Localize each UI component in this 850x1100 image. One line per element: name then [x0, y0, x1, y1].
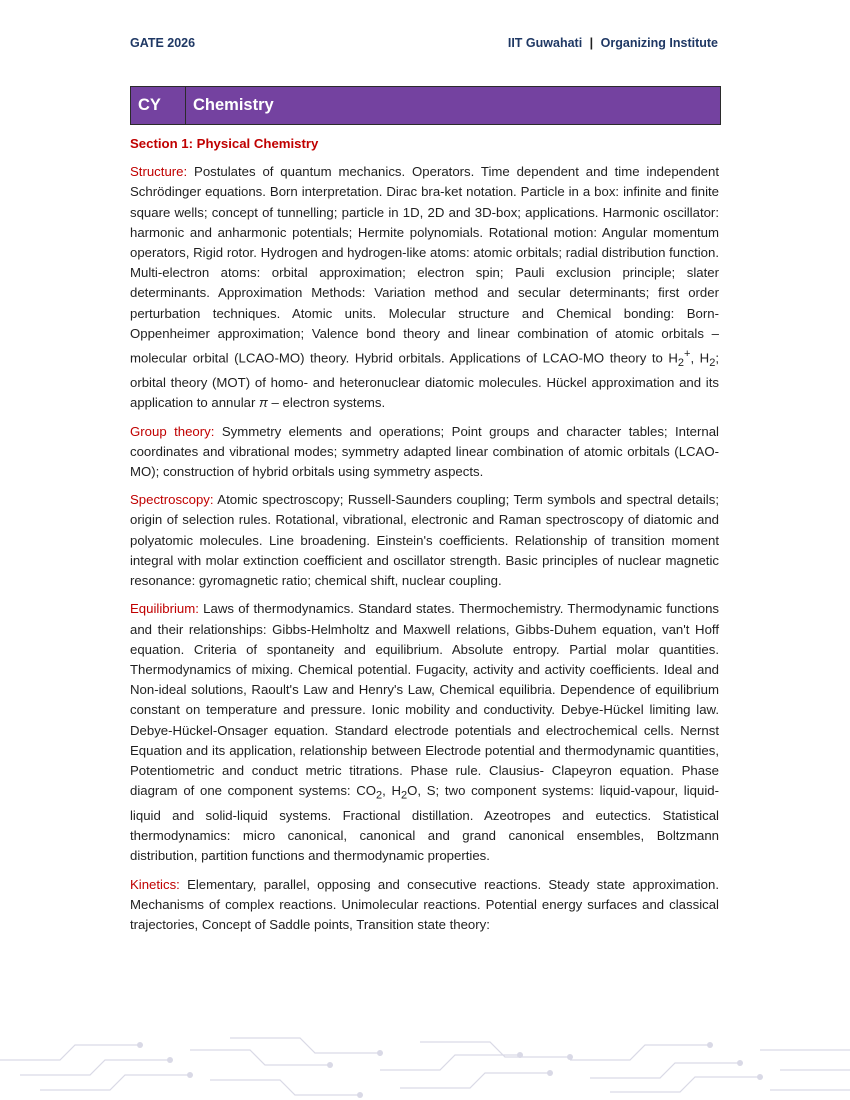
header-institute-role: Organizing Institute	[600, 36, 718, 50]
subject-banner	[130, 86, 721, 125]
kinetics-paragraph	[130, 875, 719, 936]
kinetics-topic: Kinetics:	[130, 876, 180, 892]
spectroscopy-text: Atomic spectroscopy; Russell-Saunders coupling; Term symbols and spectral details; origin of selection rules. Rotational, vibrational, electronic and Raman spectroscopy of diatomic and polyatomic molecules. Line broadening. Einstein's coefficients. Relationship of transition moment integral with molar extinction coefficient and oscillator strength. Basic principles of nuclear magnetic resonance: gyromagnetic ratio; chemical shift, nuclear coupling.	[130, 492, 719, 589]
equilibrium-topic: Equilibrium:	[130, 601, 199, 617]
header-exam-title: GATE 2026	[130, 36, 196, 50]
equilibrium-subscript-1: 2	[376, 789, 383, 802]
section-title: Section 1: Physical Chemistry	[130, 136, 319, 151]
equilibrium-text-1: Laws of thermodynamics. Standard states. Thermochemistry. Thermodynamic functions and their relationships: Gibbs-Helmholtz and Maxwell relations, Gibbs-Duhem equation, van't Hoff equation. Criteria of spontaneity and equilibrium. Absolute entropy. Partial molar quantities. Thermodynamics of mixing. Chemical potential. Fugacity, activity and activity coefficients. Ideal and Non-ideal solutions, Raoult's Law and Henry's Law, Chemical equilibria. Dependence of equilibrium constant on temperature and pressure. Ionic mobility and conductivity. Debye-Hückel limiting law. Debye-Hückel-Onsager equation. Standard electrode potentials and electrochemical cells. Nernst Equation and its application, relationship between Electrode potential and thermodynamic quantities, Potentiometric and conduct metric titrations. Phase rule. Clausius- Clapeyron equation. Phase diagram of one component systems: CO	[130, 601, 719, 799]
equilibrium-paragraph	[130, 599, 719, 866]
spectroscopy-paragraph	[130, 490, 719, 591]
header-institute-name: IIT Guwahati	[507, 36, 583, 50]
structure-text-2: , H	[690, 350, 710, 366]
structure-text-4: – electron systems.	[267, 395, 386, 411]
kinetics-text: Elementary, parallel, opposing and consecutive reactions. Steady state approximation. Mechanisms of complex reactions. Unimolecular reactions. Potential energy surfaces and classical trajectories, Concept of Saddle points, Transition state theory:	[130, 876, 719, 932]
syllabus-content	[130, 134, 719, 943]
spectroscopy-topic: Spectroscopy:	[130, 492, 214, 508]
header-separator: |	[589, 36, 594, 50]
structure-text-3: ; orbital theory (MOT) of homo- and heteronuclear diatomic molecules. Hückel approximation and its application to annular	[130, 350, 719, 411]
structure-text-1: Postulates of quantum mechanics. Operators. Time dependent and time independent Schrödinger equations. Born interpretation. Dirac bra-ket notation. Particle in a box: infinite and finite square wells; concept of tunnelling; particle in 1D, 2D and 3D-box; applications. Harmonic oscillator: harmonic and anharmonic potentials; Hermite polynomials. Rotational motion: Angular momentum operators, Rigid rotor. Hydrogen and hydrogen-like atoms: atomic orbitals; radial distribution function. Multi-electron atoms: orbital approximation; electron spin; Pauli exclusion principle; slater determinants. Approximation Methods: Variation method and secular determinants; first order perturbation techniques. Atomic units. Molecular structure and Chemical bonding: Born-Oppenheimer approximation; Valence bond theory and linear combination of atomic orbitals – molecular orbital (LCAO-MO) theory. Hybrid orbitals. Applications of LCAO-MO theory to H	[130, 164, 719, 366]
structure-subscript-1: 2	[677, 357, 685, 370]
group-theory-topic: Group theory:	[130, 423, 215, 439]
group-theory-paragraph	[130, 422, 719, 483]
footer-circuit-decoration	[0, 1030, 850, 1100]
structure-topic: Structure:	[130, 164, 188, 180]
equilibrium-text-2: , H	[382, 783, 402, 799]
structure-pi: π	[259, 395, 268, 411]
group-theory-text: Symmetry elements and operations; Point groups and character tables; Internal coordinates and vibrational modes; symmetry adapted linear combination of atomic orbitals (LCAO-MO); construction of hybrid orbitals using symmetry aspects.	[130, 423, 719, 480]
structure-subscript-2: 2	[709, 357, 716, 370]
header-institute	[508, 36, 718, 50]
subject-code: CY	[131, 87, 186, 124]
equilibrium-subscript-2: 2	[401, 789, 408, 802]
equilibrium-text-3: O, S; two component systems: liquid-vapour, liquid-liquid and solid-liquid systems. Fractional distillation. Azeotropes and eutectics. Statistical thermodynamics: micro canonical, canonical and grand canonical ensembles, Boltzmann distribution, partition functions and thermodynamic properties.	[130, 783, 719, 864]
subject-name: Chemistry	[193, 96, 274, 114]
structure-superscript-1: +	[684, 348, 691, 361]
page-header	[130, 36, 718, 54]
structure-paragraph	[130, 162, 719, 413]
